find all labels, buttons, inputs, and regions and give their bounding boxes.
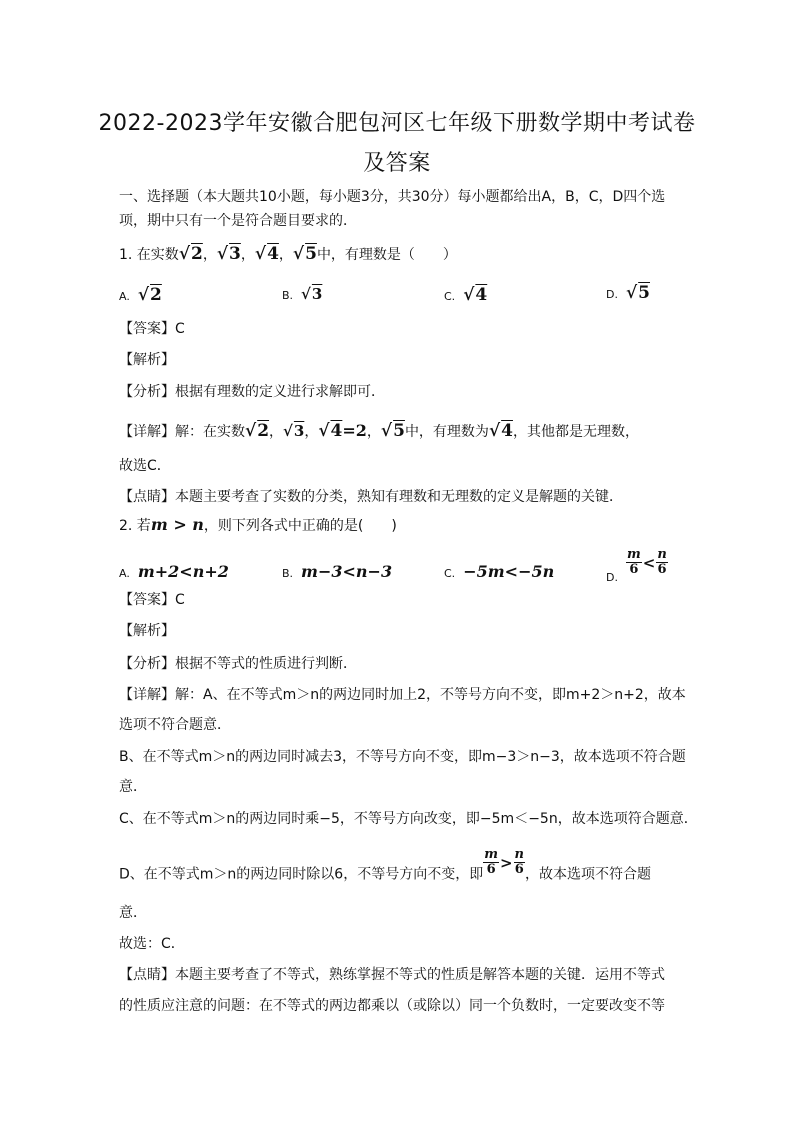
question-2-analysis: 【分析】根据不等式的性质进行判断．	[119, 656, 357, 672]
question-2-detail-b: B、在不等式m＞n的两边同时减去3，不等号方向不变，即m−3＞n−3，故本选项不符合题	[119, 749, 686, 765]
question-2-option-a: A. m+2<n+2	[119, 562, 229, 581]
question-1-detail: 【详解】解：在实数√2，√3，√4=2，√5中，有理数为√4，其他都是无理数，	[119, 421, 639, 441]
question-1-option-c: C. √4	[444, 285, 488, 305]
question-1-analysis: 【分析】根据有理数的定义进行求解即可．	[119, 384, 385, 400]
question-2-option-c: C. −5m<−5n	[444, 562, 555, 581]
sqrt-5: √5	[292, 244, 317, 264]
question-2-detail-a: 【详解】解：A、在不等式m＞n的两边同时加上2，不等号方向不变，即m+2＞n+2，故本	[119, 687, 686, 703]
question-2-conclusion: 故选：C．	[119, 936, 185, 952]
question-1-analysis-heading: 【解析】	[119, 352, 175, 368]
question-2-detail-d: D、在不等式m＞n的两边同时除以6，不等号方向不变，即 $\frac{m}{6}$ > $\frac{n}{6}$ ，故本选项不符合题	[119, 847, 651, 883]
question-1-stem: 1. 在实数√2，√3，√4，√5中，有理数是（ ）	[119, 244, 457, 264]
question-2-option-d: $_{D.}$ $\frac{m}{6}$ < $\frac{n}{6}$	[606, 547, 667, 584]
question-1-conclusion: 故选C．	[119, 458, 171, 474]
question-2-comment: 【点睛】本题主要考查了不等式，熟练掌握不等式的性质是解答本题的关键．运用不等式	[119, 967, 665, 983]
question-2-detail-a-continued: 选项不符合题意．	[119, 717, 231, 733]
document-title: 2022-2023学年安徽合肥包河区七年级下册数学期中考试卷	[98, 111, 696, 136]
question-2-comment-continued: 的性质应注意的问题：在不等式的两边都乘以（或除以）同一个负数时，一定要改变不等	[119, 998, 665, 1014]
question-2-detail-d-continued: 意．	[119, 905, 147, 921]
section-instructions-continued: 项，期中只有一个是符合题目要求的．	[119, 213, 357, 229]
question-1-option-b: B. √3	[282, 285, 323, 303]
question-2-detail-b-continued: 意．	[119, 779, 147, 795]
question-2-stem: 2. 若m > n，则下列各式中正确的是( )	[119, 515, 397, 534]
question-2-detail-c: C、在不等式m＞n的两边同时乘−5，不等号方向改变，即−5m＜−5n，故本选项符合题意．	[119, 811, 698, 827]
sqrt-4: √4	[254, 244, 279, 264]
question-1-option-a: A. √2	[119, 285, 162, 305]
question-1-answer: 【答案】C	[119, 321, 185, 337]
question-2-analysis-heading: 【解析】	[119, 623, 175, 639]
sqrt-3: √3	[216, 244, 241, 264]
question-2-option-b: B. m−3<n−3	[282, 562, 393, 581]
sqrt-2: √2	[178, 244, 203, 264]
section-instructions: 一、选择题（本大题共10小题，每小题3分，共30分）每小题都给出A，B，C，D四个选	[119, 189, 666, 205]
question-1-option-d: D. √5	[606, 283, 650, 303]
document-title-continued: 及答案	[363, 151, 431, 176]
question-1-comment: 【点睛】本题主要考查了实数的分类，熟知有理数和无理数的定义是解题的关键．	[119, 489, 623, 505]
question-2-answer: 【答案】C	[119, 592, 185, 608]
